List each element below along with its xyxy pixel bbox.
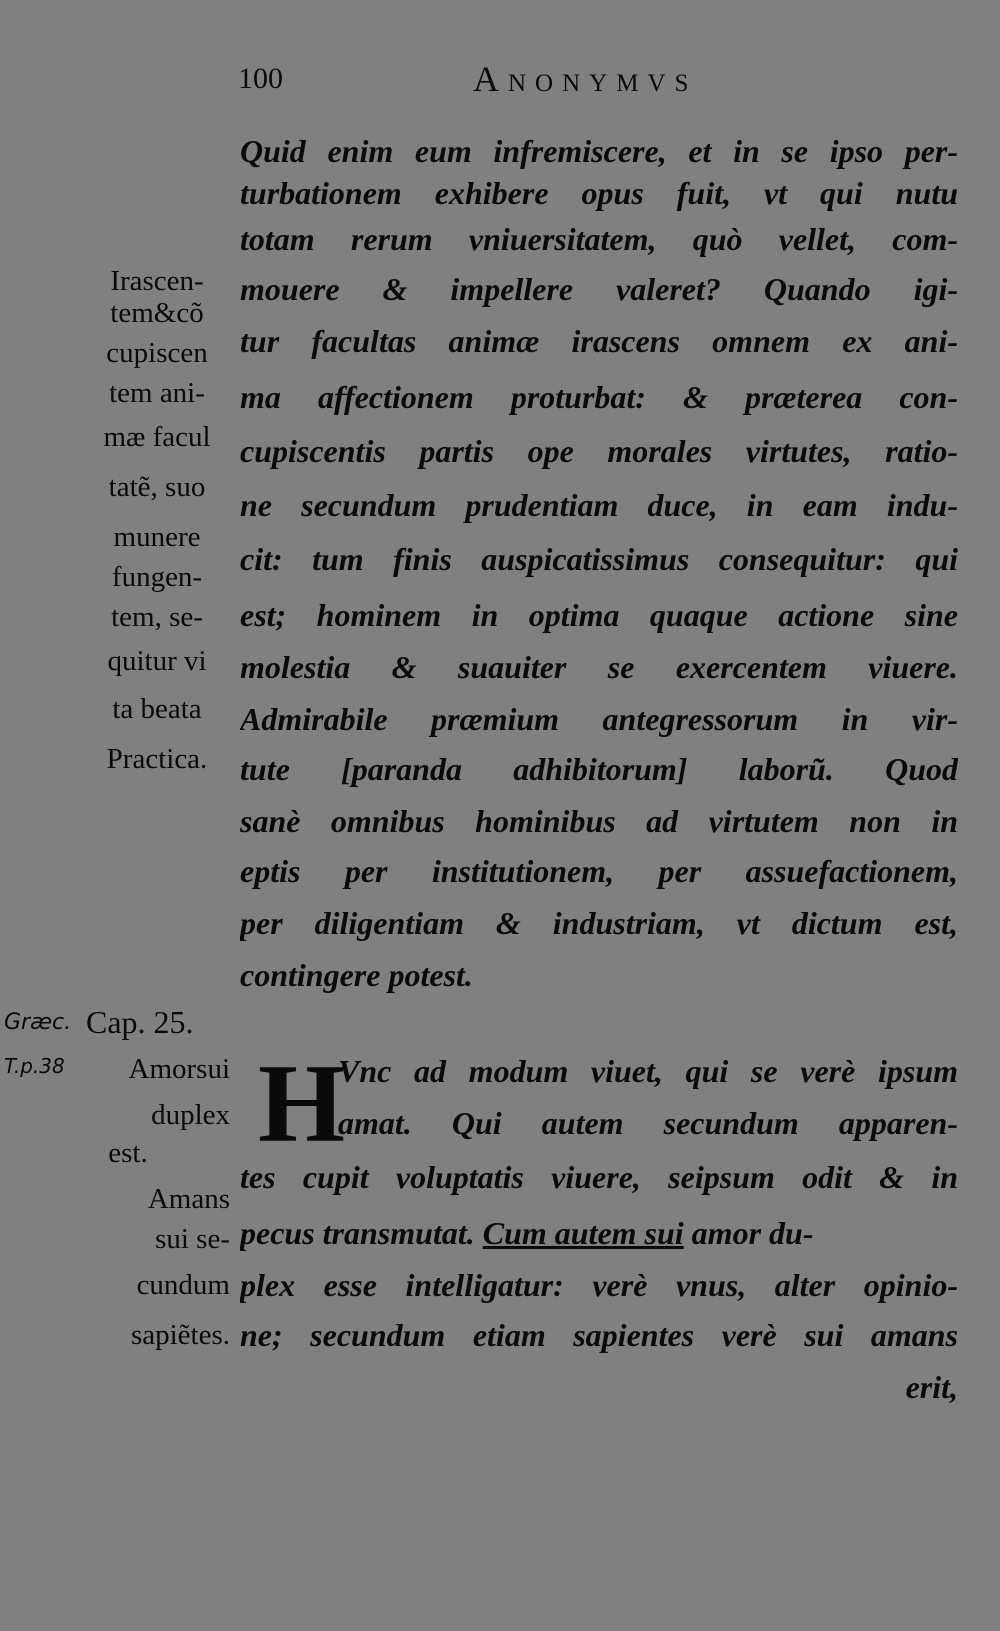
text-line: eptis per institutionem, per assuefactionem,: [240, 853, 958, 889]
text-line: per diligentiam & industriam, vt dictum est,: [240, 905, 958, 941]
text-line: mouere & impellere valeret? Quando igi-: [240, 271, 958, 307]
text-line: contingere potest.: [240, 957, 473, 993]
margin-note-line: fungen-: [111, 561, 203, 593]
text-line: tes cupit voluptatis viuere, seipsum odit & in: [240, 1159, 958, 1195]
margin-note-line: quitur vi: [107, 645, 207, 677]
margin-note-line: mæ facul: [103, 421, 211, 453]
margin-note-line: ta beata: [112, 693, 202, 725]
margin-note-line: sapiẽtes.: [130, 1319, 230, 1351]
margin-note-line: Amans: [147, 1183, 230, 1215]
text-line: ma affectionem proturbat: & præterea con-: [240, 379, 958, 415]
text-line: plex esse intelligatur: verè vnus, alter opinio-: [240, 1267, 958, 1303]
running-title: Anonymvs: [473, 59, 698, 99]
text-line: amat. Qui autem secundum apparen-: [338, 1105, 958, 1141]
margin-note-line: tem&cõ: [110, 297, 204, 329]
text-line: est; hominem in optima quaque actione sine: [240, 597, 958, 633]
handwritten-note: Græc.: [4, 1010, 72, 1035]
text-line: cit: tum finis auspicatissimus consequitur: qui: [240, 541, 958, 577]
text-segment: pecus transmutat.: [240, 1215, 475, 1251]
margin-note-line: est.: [108, 1137, 148, 1169]
text-line: ne secundum prudentiam duce, in eam indu-: [240, 487, 958, 523]
text-line: Vnc ad modum viuet, qui se verè ipsum: [338, 1053, 958, 1089]
margin-note-line: Amorsui: [128, 1053, 230, 1085]
margin-note-line: tem, se-: [111, 601, 203, 633]
text-line: totam rerum vniuersitatem, quò vellet, com-: [240, 221, 958, 257]
chapter-heading: Cap. 25.: [86, 1004, 194, 1040]
page-number: 100: [238, 62, 283, 95]
underlined-text: Cum autem sui: [482, 1215, 684, 1251]
margin-note-line: Irascen-: [110, 265, 204, 297]
margin-note-line: sui se-: [155, 1223, 230, 1255]
text-segment: amor du-: [691, 1215, 814, 1251]
text-line: Admirabile præmium antegressorum in vir-: [240, 701, 958, 737]
text-line: molestia & suauiter se exercentem viuere.: [240, 649, 958, 685]
page-header: [238, 59, 858, 102]
text-line: cupiscentis partis ope morales virtutes, ratio-: [240, 433, 958, 469]
margin-note-line: munere: [113, 521, 201, 553]
margin-note-line: cupiscen: [106, 337, 208, 369]
text-line: ne; secundum etiam sapientes verè sui amans: [240, 1317, 958, 1353]
margin-note-line: Practica.: [106, 743, 208, 775]
handwritten-reference: T.p.38: [4, 1054, 65, 1078]
drop-cap: H: [258, 1042, 346, 1166]
margin-note-line: tatẽ, suo: [108, 471, 206, 503]
text-line: erit,: [905, 1369, 958, 1405]
text-line: [240, 1208, 958, 1258]
text-line: sanè omnibus hominibus ad virtutem non in: [240, 803, 958, 839]
text-line: Quid enim eum infremiscere, et in se ipso per-: [240, 133, 958, 169]
margin-note-line: tem ani-: [109, 377, 205, 409]
text-line: tur facultas animæ irascens omnem ex ani-: [240, 323, 958, 359]
text-line: tute [paranda adhibitorum] laborũ. Quod: [240, 751, 958, 787]
margin-note-line: duplex: [151, 1099, 230, 1131]
text-line: turbationem exhibere opus fuit, vt qui nutu: [240, 175, 958, 211]
margin-note-line: cundum: [136, 1269, 230, 1301]
